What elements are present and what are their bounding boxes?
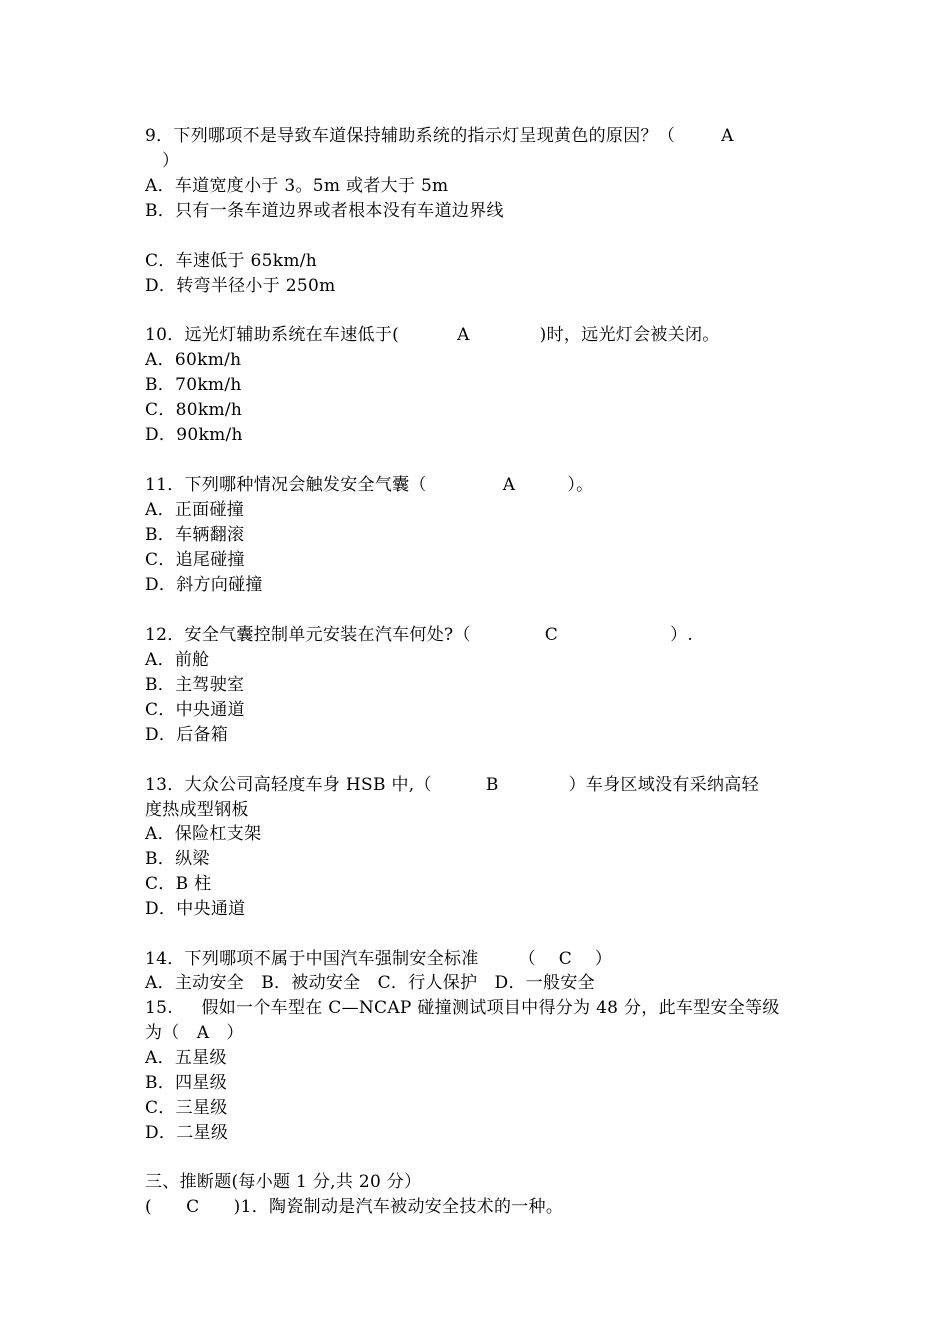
q9-stem-close: ） [162, 151, 180, 171]
q15-stem: 15. 假如一个车型在 C—NCAP 碰撞测试项目中得分为 48 分，此车型安全等级 [145, 998, 780, 1018]
q10-option-b: B．70km/h [145, 375, 242, 395]
q11-stem-text: 11．下列哪种情况会触发安全气囊（ [145, 475, 427, 495]
q11-option-c: C．追尾碰撞 [145, 550, 245, 570]
q14-stem-text: 14．下列哪项不属于中国汽车强制安全标准 [145, 949, 479, 969]
q9-stem [145, 124, 734, 148]
q13-stem-tail: ）车身区域没有采纳高轻 [568, 775, 759, 795]
q10-option-c: C．80km/h [145, 400, 243, 420]
q10-stem-tail: )时，远光灯会被关闭。 [539, 325, 720, 345]
q9-option-b: B．只有一条车道边界或者根本没有车道边界线 [145, 201, 504, 221]
q11-option-d: D．斜方向碰撞 [145, 575, 263, 595]
q13-option-b: B．纵梁 [145, 849, 210, 869]
judgement-item-1-text: 1．陶瓷制动是汽车被动安全技术的一种。 [240, 1197, 564, 1217]
q11-stem [145, 473, 593, 497]
judgement-item-1-answer: ( C ) [145, 1197, 241, 1217]
q12-option-d: D．后备箱 [145, 725, 229, 745]
q13-stem-continued: 度热成型钢板 [145, 800, 249, 820]
q10-answer: A [457, 325, 470, 345]
q13-option-d: D．中央通道 [145, 899, 246, 919]
q15-stem-continued: 为（ A ） [145, 1023, 244, 1043]
q15-option-b: B．四星级 [145, 1073, 227, 1093]
q11-option-a: A．正面碰撞 [145, 500, 245, 520]
q10-option-a: A．60km/h [145, 350, 242, 370]
q9-option-d: D．转弯半径小于 250m [145, 276, 336, 296]
q15-option-a: A．五星级 [145, 1048, 227, 1068]
q14-answer: （ C ） [518, 949, 613, 969]
q12-stem [145, 623, 693, 647]
q11-stem-tail: ）。 [567, 475, 594, 495]
q12-option-c: C．中央通道 [145, 700, 245, 720]
q11-answer: A [502, 475, 516, 495]
q13-stem-text: 13．大众公司高轻度车身 HSB 中,（ [145, 775, 432, 795]
section-heading: 三、推断题(每小题 1 分,共 20 分） [145, 1172, 422, 1192]
q10-option-d: D．90km/h [145, 425, 243, 445]
q12-option-a: A．前舱 [145, 650, 210, 670]
q13-stem [145, 773, 759, 797]
q9-answer: A [721, 126, 734, 146]
q12-option-b: B．主驾驶室 [145, 675, 245, 695]
q14-options: A．主动安全 B．被动安全 C．行人保护 D．一般安全 [145, 973, 595, 993]
judgement-item-1 [145, 1195, 563, 1219]
q9-option-a: A．车道宽度小于 3。5m 或者大于 5m [145, 176, 449, 196]
q13-answer: B [485, 775, 499, 795]
q14-stem [145, 947, 612, 971]
q9-stem-text: 9．下列哪项不是导致车道保持辅助系统的指示灯呈现黄色的原因？（ [145, 126, 676, 146]
q10-stem [145, 323, 720, 347]
q13-option-a: A．保险杠支架 [145, 824, 262, 844]
q15-option-c: C．三星级 [145, 1098, 228, 1118]
q11-option-b: B．车辆翻滚 [145, 525, 245, 545]
q12-answer: C [544, 625, 559, 645]
q12-stem-tail: ）. [670, 625, 694, 645]
q10-stem-text: 10．远光灯辅助系统在车速低于( [145, 325, 400, 345]
q13-option-c: C．B 柱 [145, 874, 212, 894]
q15-option-d: D．二星级 [145, 1123, 229, 1143]
q12-stem-text: 12．安全气囊控制单元安装在汽车何处?（ [145, 625, 471, 645]
q9-option-c: C．车速低于 65km/h [145, 251, 318, 271]
